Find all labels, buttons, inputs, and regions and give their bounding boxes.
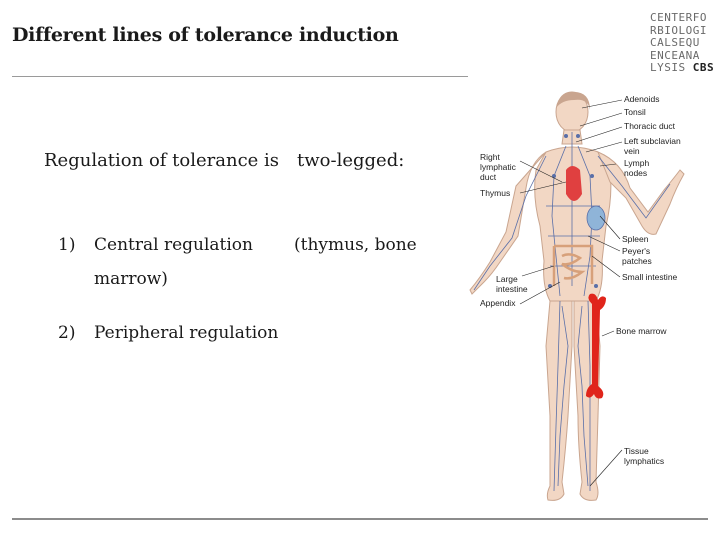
thymus-organ: [566, 166, 582, 201]
logo-line-1: CENTERFO: [650, 11, 707, 24]
spleen-organ: [587, 206, 605, 230]
list-item-central: [58, 230, 418, 294]
label-lymph: Lymph: [624, 158, 650, 168]
cbs-logo: [650, 12, 714, 75]
intro-text: [44, 150, 404, 171]
label-right-lymphatic: lymphatic: [480, 162, 516, 172]
label-small-intestine: Small intestine: [622, 272, 678, 282]
label-tonsil: Tonsil: [624, 107, 646, 117]
item-text: Central regulation: [94, 235, 253, 255]
item-text: Peripheral regulation: [94, 323, 279, 343]
intro-right: two-legged:: [297, 150, 405, 171]
item-text-continued: marrow): [94, 269, 168, 289]
logo-line-4: ENCEANA: [650, 48, 700, 62]
logo-line-2: RBIOLOGI: [650, 23, 707, 37]
intro-left: Regulation of tolerance is: [44, 150, 280, 171]
slide-title: Different lines of tolerance induction: [12, 24, 399, 46]
label-lymph-nodes: nodes: [624, 168, 648, 178]
label-right: Right: [480, 152, 500, 162]
label-left-subclavian: Left subclavian: [624, 136, 681, 146]
label-thoracic-duct: Thoracic duct: [624, 121, 676, 131]
label-large-intestine: intestine: [496, 284, 528, 294]
logo-cbs-mark: CBS: [692, 61, 715, 74]
body-silhouette: [470, 92, 684, 500]
label-adenoids: Adenoids: [624, 94, 660, 104]
label-tissue-lymphatics: lymphatics: [624, 456, 665, 466]
label-left-subclavian-vein: vein: [624, 146, 640, 156]
logo-line-5: [650, 62, 714, 75]
footer-divider: [12, 518, 708, 520]
logo-line-5-prefix: LYSIS: [650, 61, 693, 74]
label-bone-marrow: Bone marrow: [616, 326, 667, 336]
label-large: Large: [496, 274, 518, 284]
label-peyers: Peyer's: [622, 246, 651, 256]
item-text-right: (thymus, bone: [294, 235, 417, 255]
item-number: 1): [58, 235, 76, 255]
logo-line-3: CALSEQU: [650, 36, 700, 49]
lymphatic-system-figure: [450, 86, 720, 516]
label-appendix: Appendix: [480, 298, 516, 308]
label-right-lymphatic-duct: duct: [480, 172, 497, 182]
label-thymus: Thymus: [480, 188, 511, 198]
list-item-peripheral: [58, 318, 418, 350]
label-spleen: Spleen: [622, 234, 649, 244]
label-peyers-patches: patches: [622, 256, 652, 266]
title-divider: [12, 76, 468, 77]
item-number: 2): [58, 323, 76, 343]
label-tissue: Tissue: [624, 446, 649, 456]
